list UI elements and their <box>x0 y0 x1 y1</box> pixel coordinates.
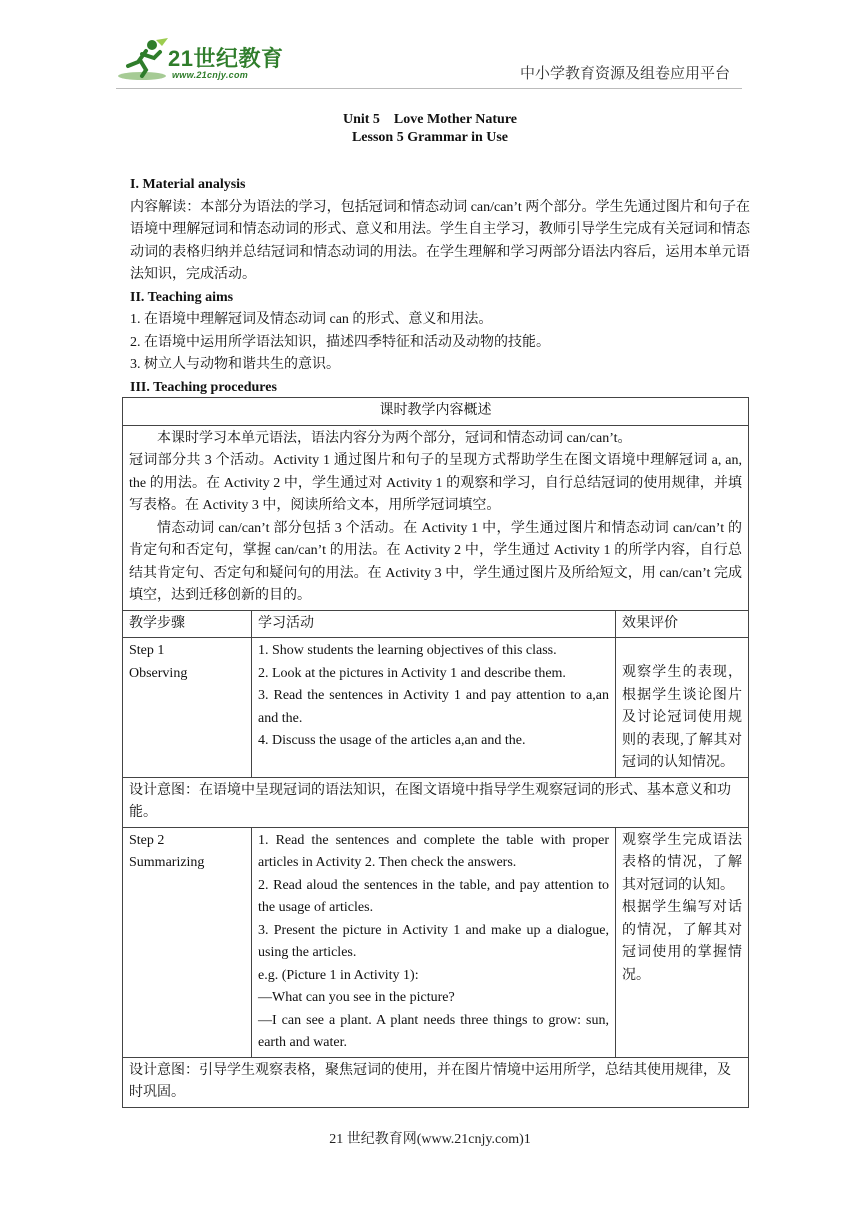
section-heading: II. Teaching aims <box>130 289 234 305</box>
step-name-cell <box>123 827 252 1057</box>
material-analysis-text: 内容解读：本部分为语法的学习，包括冠词和情态动词 can/can’t 两个部分。学生先通过图片和句子在语境中理解冠词和情态动词的形式、意义和用法。学生自主学习，教师引导学生完成有关冠词和情态动词的表格归纳并总结冠词和情态动词的用法。在学生理解和学习两部分语法内容后，运用本单元语法知识，完成活动。 <box>130 199 750 282</box>
step-name-cell <box>123 638 252 778</box>
column-header: 教学步骤 <box>123 610 252 638</box>
design-intent: 设计意图：引导学生观察表格，聚焦冠词的使用，并在图片情境中运用所学，总结其使用规律，及时巩固。 <box>123 1057 749 1107</box>
lesson-title: Lesson 5 Grammar in Use <box>351 130 509 145</box>
unit-title: Unit 5 Love Mother Nature <box>342 112 518 127</box>
aim-item: 2. 在语境中运用所学语法知识，描述四季特征和活动及动物的技能。 <box>130 334 550 350</box>
column-header: 学习活动 <box>252 610 616 638</box>
activity-item: 2. Look at the pictures in Activity 1 and describe them. <box>258 665 566 681</box>
evaluation-text: 观察学生完成语法表格的情况，了解其对冠词的认知。 <box>622 832 742 893</box>
activity-list <box>258 830 609 1055</box>
activity-item: —I can see a plant. A plant needs three things to grow: sun, earth and water. <box>258 1012 609 1050</box>
step-name: Observing <box>129 665 188 681</box>
design-intent: 设计意图：在语境中呈现冠词的语法知识，在图文语境中指导学生观察冠词的形式、基本意义和功能。 <box>123 777 749 827</box>
activity-item: 1. Read the sentences and complete the table with proper articles in Activity 2. Then check the answers. <box>258 832 609 870</box>
activity-list <box>258 640 609 753</box>
aim-item: 3. 树立人与动物和谐共生的意识。 <box>130 357 340 372</box>
activity-item: 1. Show students the learning objectives of this class. <box>258 643 557 658</box>
evaluation-text: 根据学生编写对话的情况，了解其对冠词使用的掌握情况。 <box>622 900 742 983</box>
activity-item: 4. Discuss the usage of the articles a,an and the. <box>258 733 526 748</box>
activity-item: 3. Read the sentences in Activity 1 and pay attention to a,an and the. <box>258 688 609 726</box>
procedures-table <box>122 397 749 1108</box>
header-divider <box>116 88 742 89</box>
overview-title: 课时教学内容概述 <box>123 398 749 426</box>
step-name: Summarizing <box>129 855 205 870</box>
activities-cell <box>252 827 616 1057</box>
aim-item: 1. 在语境中理解冠词及情态动词 can 的形式、意义和用法。 <box>130 312 493 327</box>
section-heading: III. Teaching procedures <box>130 379 277 395</box>
runner-logo-icon <box>116 36 172 82</box>
column-header: 效果评价 <box>616 610 749 638</box>
activity-item: 3. Present the picture in Activity 1 and make up a dialogue, using the articles. <box>258 922 609 960</box>
platform-name: 中小学教育资源及组卷应用平台 <box>519 66 730 82</box>
overview-paragraph: 冠词部分共 3 个活动。Activity 1 通过图片和句子的呈现方式帮助学生在图文语境中理解冠词 a, an, the 的用法。在 Activity 2 中，学生通过对 Activity 1 的观察和学习，自行总结冠词的使用规律，并填写表格。在 Activity 3 中，阅读所给文本，用所学冠词填空。 <box>129 453 742 513</box>
evaluation-cell <box>616 827 749 1057</box>
logo-text: 21世纪教育 <box>168 46 284 71</box>
overview-cell <box>123 425 749 610</box>
activity-item: —What can you see in the picture? <box>258 990 455 1005</box>
logo <box>116 36 286 84</box>
section-heading: I. Material analysis <box>130 177 246 192</box>
evaluation-cell: 观察学生的表现，根据学生谈论图片及讨论冠词使用规则的表现,了解其对冠词的认知情况。 <box>616 638 749 778</box>
overview-paragraph: 情态动词 can/can’t 部分包括 3 个活动。在 Activity 1 中，学生通过图片和情态动词 can/can’t 的肯定句和否定句，掌握 can/can’t 的用法。在 Activity 2 中，学生通过 Activity 1 的所学内容，自行总结其肯定句、否定句和疑问句的用法。在 Activity 3 中，学生通过图片及所给短文，用 can/can’t 完成填空，达到迁移创新的目的。 <box>129 520 742 603</box>
activity-item: e.g. (Picture 1 in Activity 1): <box>258 967 419 983</box>
page-header <box>116 36 742 88</box>
activity-item: 2. Read aloud the sentences in the table, and pay attention to the usage of articles. <box>258 877 609 915</box>
step-number: Step 2 <box>129 832 165 848</box>
logo-url: www.21cnjy.com <box>172 70 249 80</box>
step-number: Step 1 <box>129 643 165 658</box>
overview-paragraph: 本课时学习本单元语法，语法内容分为两个部分，冠词和情态动词 can/can’t。 <box>157 430 632 446</box>
activities-cell <box>252 638 616 778</box>
page-footer: 21 世纪教育网(www.21cnjy.com)1 <box>329 1132 531 1147</box>
material-analysis-section <box>130 174 750 399</box>
